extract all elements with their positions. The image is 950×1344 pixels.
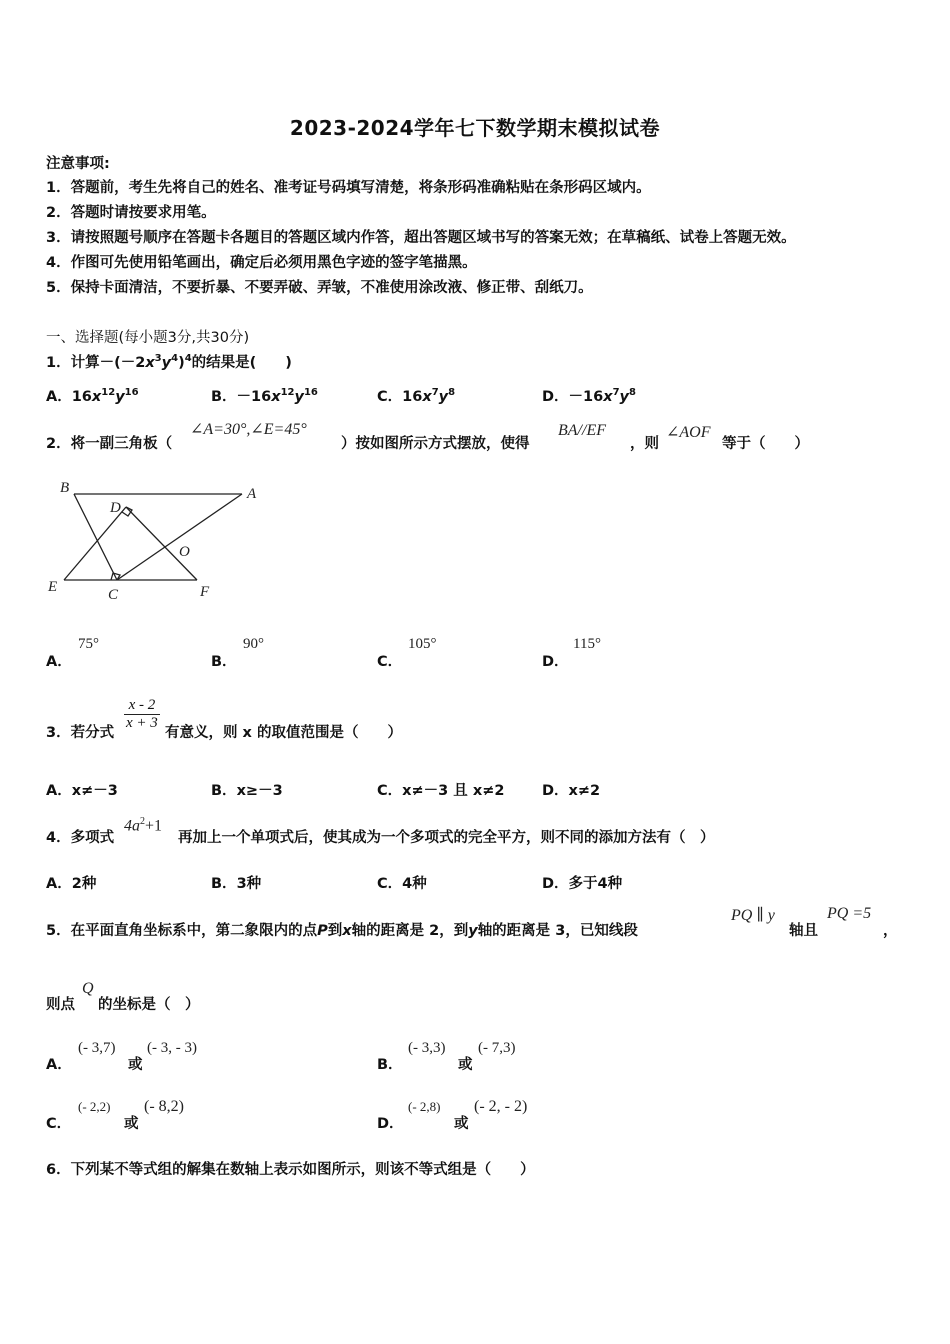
q2-option-b-label[interactable]: B．: [211, 654, 237, 670]
option-label: A．: [46, 783, 72, 799]
option-exp: 16: [124, 387, 139, 399]
q4-option-b[interactable]: [211, 872, 261, 893]
option-label: D．－16: [542, 389, 604, 405]
option-label: B．－16: [211, 389, 272, 405]
section-heading: 一、选择题(每小题3分,共30分): [46, 330, 250, 346]
option-value: x≠－3 且 x≠2: [402, 783, 505, 799]
q4-stem-b: 再加上一个单项式后，使其成为一个多项式的完全平方，则不同的添加方法有（ ）: [178, 830, 715, 846]
line-ed: [64, 507, 126, 580]
q3-stem-a: 3．若分式: [46, 725, 115, 741]
option-exp: 8: [448, 387, 456, 399]
label-e: E: [48, 579, 58, 595]
q1-stem-b: 的结果是( ): [191, 355, 292, 371]
q5-option-d-or: 或: [454, 1116, 469, 1132]
q2-option-d-label[interactable]: D．: [542, 654, 569, 670]
q5-stem-a: 5．在平面直角坐标系中，第二象限内的点: [46, 923, 318, 939]
q2-figure: [44, 474, 274, 604]
option-exp: 16: [303, 387, 318, 399]
option-label: C．16: [377, 389, 423, 405]
notice-item-5: 5．保持卡面清洁，不要折暴、不要弄破、弄皱，不准使用涂改液、修正带、刮纸刀。: [46, 280, 593, 296]
option-base: x: [422, 389, 432, 405]
option-value: 2种: [71, 876, 97, 892]
q5-option-b-v1: (- 3,3): [408, 1040, 446, 1056]
q2-angle: ∠AOF: [666, 424, 711, 441]
option-value: x≥－3: [236, 783, 283, 799]
q2-stem-d: 等于（ ）: [722, 436, 809, 452]
q5-option-c-label[interactable]: C．: [46, 1116, 72, 1132]
label-f: F: [200, 584, 210, 600]
q1-option-a[interactable]: [46, 385, 139, 406]
q2-option-c-value: 105°: [408, 636, 437, 652]
q5-option-d-v2: (- 2, - 2): [474, 1098, 528, 1115]
q1-option-c[interactable]: [377, 385, 455, 406]
q4-expr-tail: +1: [145, 817, 163, 835]
q5-option-d-v1: (- 2,8): [408, 1099, 441, 1114]
q2-option-a-label[interactable]: A．: [46, 654, 72, 670]
q2-option-a-value: 75°: [78, 636, 99, 652]
q1-x: x: [145, 355, 155, 371]
q5-pq-parallel: PQ ∥ y: [731, 907, 775, 924]
q1-option-b[interactable]: [211, 385, 318, 406]
q1-y: y: [161, 355, 172, 371]
q5-option-c-v1: (- 2,2): [78, 1099, 111, 1114]
q2-option-c-label[interactable]: C．: [377, 654, 403, 670]
q1-exp4: 4: [171, 353, 179, 365]
question-6: 6．下列某不等式组的解集在数轴上表示如图所示，则该不等式组是（ ）: [46, 1162, 535, 1178]
q2-condition: ∠A=30°,∠E=45°: [190, 421, 307, 438]
q3-numerator: x - 2: [124, 697, 160, 715]
option-value: x≠2: [568, 783, 601, 799]
q1-option-d[interactable]: [542, 385, 636, 406]
option-base: y: [115, 389, 125, 405]
q2-option-b-value: 90°: [243, 636, 264, 652]
option-exp: 12: [101, 387, 116, 399]
option-label: B．: [211, 876, 237, 892]
q1-paren: ): [178, 355, 185, 371]
line-ca: [117, 494, 242, 580]
q4-option-d[interactable]: [542, 872, 622, 893]
option-base: x: [91, 389, 102, 405]
q4-expr: 4a: [124, 817, 140, 835]
q5-stem-f: ，: [883, 923, 898, 939]
q1-exp4b: 4: [184, 353, 192, 365]
q5-option-c-or: 或: [124, 1116, 139, 1132]
q5-option-a-or: 或: [128, 1057, 143, 1073]
q5-option-a-v2: (- 3, - 3): [147, 1040, 197, 1056]
option-base: y: [619, 389, 629, 405]
q5-point-p: P: [317, 923, 328, 939]
option-value: 4种: [402, 876, 427, 892]
option-base: y: [438, 389, 449, 405]
q2-option-d-value: 115°: [573, 636, 601, 652]
q2-parallel: BA//EF: [558, 422, 606, 439]
notice-item-4: 4．作图可先使用铅笔画出，确定后必须用黑色字迹的签字笔描黑。: [46, 255, 477, 271]
q1-exp3: 3: [154, 353, 162, 365]
q4-stem-a: 4．多项式: [46, 830, 115, 846]
option-base: y: [294, 389, 304, 405]
q2-stem-b: ）按如图所示方式摆放，使得: [341, 436, 530, 452]
question-1: [46, 351, 292, 372]
q2-stem-c: ，则: [630, 436, 659, 452]
option-label: D．: [542, 876, 569, 892]
q5-stem-e: 轴且: [789, 923, 818, 939]
q5-line-2a: 则点: [46, 997, 75, 1013]
option-label: C．: [377, 876, 403, 892]
label-c: C: [108, 587, 119, 603]
q4-expression: [124, 816, 162, 835]
q3-option-d[interactable]: [542, 779, 600, 800]
option-exp: 8: [629, 387, 636, 399]
q3-denominator: x + 3: [126, 715, 158, 731]
option-exp: 7: [612, 387, 620, 399]
option-exp: 7: [431, 387, 439, 399]
notice-item-3: 3．请按照题号顺序在答题卡各题目的答题区域内作答，超出答题区域书写的答案无效；在草稿纸、试卷上答题无效。: [46, 230, 796, 246]
q4-option-c[interactable]: [377, 872, 427, 893]
q4-exp: 2: [140, 816, 145, 827]
q5-x: x: [342, 923, 352, 939]
option-label: A．16: [46, 389, 92, 405]
notice-item-1: 1．答题前，考生先将自己的姓名、准考证号码填写清楚，将条形码准确粘贴在条形码区域内。: [46, 180, 651, 196]
option-label: C．: [377, 783, 403, 799]
q5-option-b-label[interactable]: B．: [377, 1057, 403, 1073]
q5-option-a-v1: (- 3,7): [78, 1040, 116, 1056]
q5-line-2b: 的坐标是（ ）: [98, 997, 200, 1013]
option-value: 3种: [236, 876, 262, 892]
q5-option-c-v2: (- 8,2): [144, 1098, 184, 1115]
page-title: 2023-2024学年七下数学期末模拟试卷: [289, 116, 661, 140]
q3-option-b[interactable]: [211, 779, 283, 800]
option-exp: 12: [280, 387, 295, 399]
q1-stem-a: 1．计算－(－2: [46, 355, 146, 371]
q3-stem-b: 有意义，则 x 的取值范围是（ ）: [165, 725, 402, 741]
q5-option-b-v2: (- 7,3): [478, 1040, 516, 1056]
label-b: B: [60, 480, 70, 496]
label-d: D: [110, 500, 121, 516]
q5-stem-d: 轴的距离是 3，已知线段: [477, 923, 638, 939]
option-label: D．: [542, 783, 569, 799]
q4-option-a[interactable]: [46, 872, 96, 893]
q5-point-q: Q: [82, 980, 94, 997]
q2-stem-a: 2．将一副三角板（: [46, 436, 173, 452]
option-base: x: [603, 389, 613, 405]
q5-pq-length: PQ =5: [827, 905, 872, 922]
notice-heading: 注意事项:: [46, 156, 110, 172]
label-a: A: [247, 486, 257, 502]
q3-option-c[interactable]: [377, 779, 504, 800]
q3-option-a[interactable]: [46, 779, 118, 800]
q5-y: y: [468, 923, 478, 939]
notice-item-2: 2．答题时请按要求用笔。: [46, 205, 216, 221]
q3-fraction: [124, 697, 160, 732]
option-value: 多于4种: [568, 876, 623, 892]
option-label: B．: [211, 783, 237, 799]
q5-line-1: [46, 919, 638, 940]
option-base: x: [271, 389, 281, 405]
q5-stem-c: 轴的距离是 2，到: [351, 923, 469, 939]
q5-stem-b: 到: [327, 923, 343, 939]
q5-option-b-or: 或: [458, 1057, 473, 1073]
option-value: x≠－3: [71, 783, 118, 799]
label-o: O: [179, 544, 190, 560]
option-label: A．: [46, 876, 72, 892]
q5-option-a-label[interactable]: A．: [46, 1057, 72, 1073]
q5-option-d-label[interactable]: D．: [377, 1116, 404, 1132]
